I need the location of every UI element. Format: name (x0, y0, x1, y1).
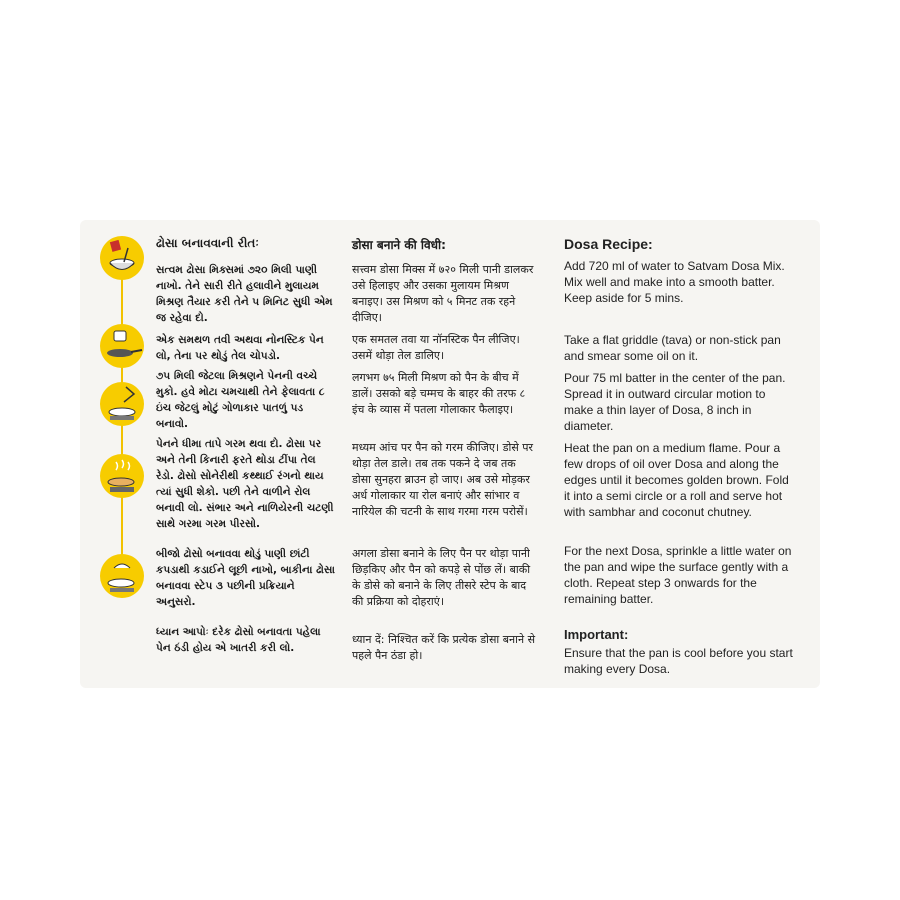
english-step-3: Pour 75 ml batter in the center of the pan. Spread it in outward circular motion to make a thin layer of Dosa, 8 inch in diameter. (564, 371, 786, 433)
english-step-4: Heat the pan on a medium flame. Pour a few drops of oil over Dosa and along the edges until it becomes golden brown. Fold it into a semi circle or a roll and serve hot with sambhar and coconut chutney. (564, 441, 789, 519)
gujarati-step-2: એક સમથળ તવી અથવા નોનસ્ટિક પેન લો, તેના પર થોડું તેલ ચોપડો. (156, 334, 324, 362)
wipe-pan-icon (100, 554, 144, 598)
pour-batter-icon (100, 382, 144, 426)
gujarati-title: ઢોસા બનાવવાની રીતઃ (156, 236, 259, 250)
mixing-bowl-icon (100, 236, 144, 280)
gujarati-step-1: સત્વમ ઢોસા મિક્સમાં ૭૨૦ મિલી પાણી નાખો. તેને સારી રીતે હલાવીને મુલાયમ મિશ્રણ તૈયાર કરી તેને ૫ મિનિટ સુધી એમ જ રહેવા દો. (156, 264, 333, 324)
english-title: Dosa Recipe: (564, 236, 653, 252)
english-step-1: Add 720 ml of water to Satvam Dosa Mix. Mix well and make into a smooth batter. Keep aside for 5 mins. (564, 259, 785, 305)
gujarati-step-5: બીજો ઢોસો બનાવવા થોડું પાણી છાંટી કપડાથી કડાઈને લૂછી નાખો, બાકીના ઢોસા બનાવવા સ્ટેપ ૩ પછીની પ્રક્રિયાને અનુસરો. (156, 548, 336, 608)
hindi-title: डोसा बनाने की विधी: (352, 238, 446, 252)
hindi-step-1: सत्त्वम डोसा मिक्स में ७२० मिली पानी डालकर उसे हिलाइए और उसका मुलायम मिश्रण बनाइए। उस मिश्रण को ५ मिनट तक रहने दीजिए। (352, 263, 534, 324)
english-important-title: Important: (564, 627, 629, 642)
hindi-step-3: लगभग ७५ मिली मिश्रण को पैन के बीच में डालें। उसको बड़े चम्मच के बाहर की तरफ ८ इंच के व्यास में पतला गोलाकार फैलाइए। (352, 371, 526, 416)
hindi-step-4: मध्यम आंच पर पैन को गरम कीजिए। डोसे पर थोड़ा तेल डाले। तब तक पकने दे जब तक डोसा सुनहरा ब्राउन हो जाए। अब उसे मोड़कर अर्ध गोलाकार या रोल बनाएं और सांभार व नारियेल की चटनी के साथ गरमा गरम परोसें। (352, 441, 534, 518)
english-step-2: Take a flat griddle (tava) or non-stick pan and smear some oil on it. (564, 333, 781, 363)
english-step-5: For the next Dosa, sprinkle a little water on the pan and wipe the surface gently with a cloth. Repeat step 3 onwards for the remaining batter. (564, 544, 792, 606)
hindi-step-2: एक समतल तवा या नॉनस्टिक पैन लीजिए। उसमें थोड़ा तेल डालिए। (352, 333, 520, 362)
griddle-oil-icon (100, 324, 144, 368)
gujarati-important: ધ્યાન આપોઃ દરેક ઢોસો બનાવતા પહેલા પેન ઠંડી હોય એ ખાતરી કરી લો. (156, 626, 321, 654)
english-important: Ensure that the pan is cool before you start making every Dosa. (564, 646, 793, 676)
cooking-dosa-icon (100, 454, 144, 498)
gujarati-step-3: ૭૫ મિલી જેટલા મિશ્રણને પેનની વચ્ચે મુકો. હવે મોટા ચમચાથી તેને ફેલાવતા ૮ ઇંચ જેટલું મોટું ગોળાકાર પાતળું પડ બનાવો. (156, 370, 325, 430)
gujarati-step-4: પેનને ધીમા તાપે ગરમ થવા દો. ઢોસા પર અને તેની કિનારી ફરતે થોડા ટીંપા તેલ રેડો. ઢોસો સોનેરીથી કથ્થાઈ રંગનો થાય ત્યાં સુધી શેકો. પછી તેને વાળીને રોલ બનાવી લો. સંભાર અને નાળિયેરની ચટણી સાથે ગરમા ગરમ પીરસો. (156, 438, 334, 530)
hindi-important: ध्यान दें: निश्चित करें कि प्रत्येक डोसा बनाने से पहले पैन ठंडा हो। (352, 633, 536, 662)
hindi-step-5: अगला डोसा बनाने के लिए पैन पर थोड़ा पानी छिड़किए और पैन को कपड़े से पोंछ लें। बाकी के डोसे को बनाने के लिए तीसरे स्टेप के बाद की प्रक्रिया को दोहराएं। (352, 547, 531, 608)
